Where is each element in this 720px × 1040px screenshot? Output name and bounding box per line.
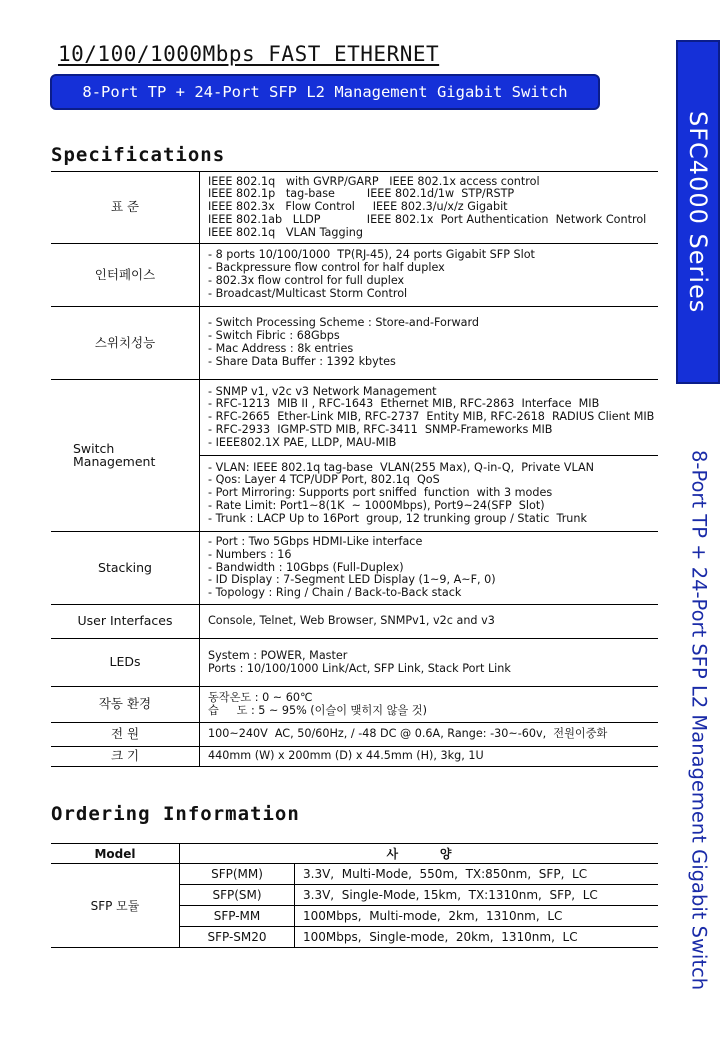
ordering-heading: Ordering Information [51, 803, 300, 825]
spec-value [200, 307, 659, 380]
ordering-model: SFP(MM) [180, 864, 295, 885]
spec-label: 스위치성능 [51, 307, 200, 380]
spec-value [200, 639, 659, 687]
spec-line: IEEE 802.1q with GVRP/GARP IEEE 802.1x access control [208, 174, 540, 188]
spec-label: User Interfaces [51, 605, 200, 639]
spec-line: - Bandwidth : 10Gbps (Full-Duplex) [208, 560, 404, 574]
spec-line: - Broadcast/Multicast Storm Control [208, 286, 408, 300]
spec-row [51, 605, 658, 639]
spec-row [51, 244, 658, 307]
spec-line: - Qos: Layer 4 TCP/UDP Port, 802.1q QoS [208, 473, 440, 487]
spec-line: IEEE 802.1ab LLDP IEEE 802.1x Port Authentication Network Control [208, 212, 647, 226]
page-title: 10/100/1000Mbps FAST ETHERNET [58, 42, 440, 66]
spec-value [200, 380, 659, 456]
spec-line: - IEEE802.1X PAE, LLDP, MAU-MIB [208, 435, 397, 449]
series-label: SFC4000 Series [684, 110, 712, 314]
ordering-row [51, 864, 658, 885]
ordering-model: SFP-SM20 [180, 927, 295, 948]
spec-value [200, 172, 659, 244]
spec-label: Stacking [51, 532, 200, 605]
side-product-label: 8-Port TP + 24-Port SFP L2 Management Gigabit Switch [687, 450, 711, 991]
spec-line: - Rate Limit: Port1~8(1K ~ 1000Mbps), Port9~24(SFP Slot) [208, 498, 545, 512]
ordering-description: 100Mbps, Multi-mode, 2km, 1310nm, LC [295, 906, 659, 927]
spec-line: Console, Telnet, Web Browser, SNMPv1, v2c and v3 [208, 614, 495, 628]
ordering-table [51, 843, 658, 948]
ordering-group-label: SFP 모듈 [51, 864, 180, 948]
spec-line: - Port Mirroring: Supports port sniffed function with 3 modes [208, 486, 553, 500]
spec-value [200, 723, 659, 747]
specifications-table [51, 171, 658, 767]
spec-line: - Share Data Buffer : 1392 kbytes [208, 354, 396, 368]
spec-line: - Topology : Ring / Chain / Back-to-Back stack [208, 586, 462, 600]
ordering-model: SFP(SM) [180, 885, 295, 906]
spec-line: 동작온도 : 0 ~ 60℃ [208, 690, 313, 704]
spec-label: Switch Management [51, 380, 200, 532]
spec-line: - SNMP v1, v2c v3 Network Management [208, 384, 437, 398]
ordering-header-row [51, 844, 658, 864]
spec-line: 440mm (W) x 200mm (D) x 44.5mm (H), 3kg, 1U [208, 749, 484, 763]
spec-line: - 8 ports 10/100/1000 TP(RJ-45), 24 ports Gigabit SFP Slot [208, 248, 535, 262]
spec-line: - RFC-2665 Ether-Link MIB, RFC-2737 Entity MIB, RFC-2618 RADIUS Client MIB [208, 410, 655, 424]
ordering-description: 3.3V, Single-Mode, 15km, TX:1310nm, SFP, LC [295, 885, 659, 906]
series-banner-text-wrap [676, 40, 720, 384]
spec-value [200, 687, 659, 723]
spec-line: - ID Display : 7-Segment LED Display (1~9, A~F, 0) [208, 573, 496, 587]
specifications-heading: Specifications [51, 144, 226, 166]
spec-line: - Numbers : 16 [208, 547, 292, 561]
spec-line: 습 도 : 5 ~ 95% (이슬이 맺히지 않을 것) [208, 703, 427, 717]
model-column-header: Model [51, 844, 180, 864]
spec-line: - Backpressure flow control for half duplex [208, 261, 445, 275]
product-subtitle: 8-Port TP + 24-Port SFP L2 Management Gigabit Switch [82, 83, 568, 101]
spec-row [51, 532, 658, 605]
spec-row [51, 687, 658, 723]
ordering-model: SFP-MM [180, 906, 295, 927]
spec-line: - 802.3x flow control for full duplex [208, 274, 405, 287]
spec-line: - Port : Two 5Gbps HDMI-Like interface [208, 535, 423, 548]
spec-row [51, 307, 658, 380]
spec-label: 표 준 [51, 172, 200, 244]
spec-line: - Switch Processing Scheme : Store-and-Forward [208, 316, 480, 330]
spec-line: System : POWER, Master [208, 648, 348, 662]
spec-value [200, 456, 659, 532]
spec-label: 전 원 [51, 723, 200, 747]
spec-line: - Switch Fibric : 68Gbps [208, 329, 340, 343]
spec-row [51, 639, 658, 687]
spec-column-header: 사 양 [180, 844, 659, 864]
spec-label: 인터페이스 [51, 244, 200, 307]
spec-row [51, 172, 658, 244]
spec-value [200, 605, 659, 639]
spec-line: - Mac Address : 8k entries [208, 342, 354, 355]
spec-line: Ports : 10/100/1000 Link/Act, SFP Link, Stack Port Link [208, 661, 511, 675]
spec-label: 크 기 [51, 747, 200, 767]
spec-value [200, 532, 659, 605]
product-subtitle-banner [50, 74, 600, 110]
spec-row [51, 747, 658, 767]
spec-line: - Trunk : LACP Up to 16Port group, 12 trunking group / Static Trunk [208, 511, 587, 525]
ordering-description: 100Mbps, Single-mode, 20km, 1310nm, LC [295, 927, 659, 948]
spec-line: IEEE 802.1q VLAN Tagging [208, 225, 363, 239]
spec-line: IEEE 802.3x Flow Control IEEE 802.3/u/x/z Gigabit [208, 200, 508, 214]
spec-line: - RFC-1213 MIB II , RFC-1643 Ethernet MIB, RFC-2863 Interface MIB [208, 397, 600, 411]
spec-value [200, 747, 659, 767]
spec-line: 100~240V AC, 50/60Hz, / -48 DC @ 0.6A, Range: -30~-60v, 전원이중화 [208, 727, 608, 741]
spec-row [51, 380, 658, 456]
spec-line: - VLAN: IEEE 802.1q tag-base VLAN(255 Max), Q-in-Q, Private VLAN [208, 460, 595, 474]
spec-line: IEEE 802.1p tag-base IEEE 802.1d/1w STP/RSTP [208, 187, 515, 201]
spec-line: - RFC-2933 IGMP-STD MIB, RFC-3411 SNMP-Frameworks MIB [208, 422, 553, 436]
spec-label: 작동 환경 [51, 687, 200, 723]
spec-row [51, 723, 658, 747]
side-product-wrap [683, 450, 715, 1010]
spec-label: LEDs [51, 639, 200, 687]
spec-value [200, 244, 659, 307]
ordering-description: 3.3V, Multi-Mode, 550m, TX:850nm, SFP, LC [295, 864, 659, 885]
